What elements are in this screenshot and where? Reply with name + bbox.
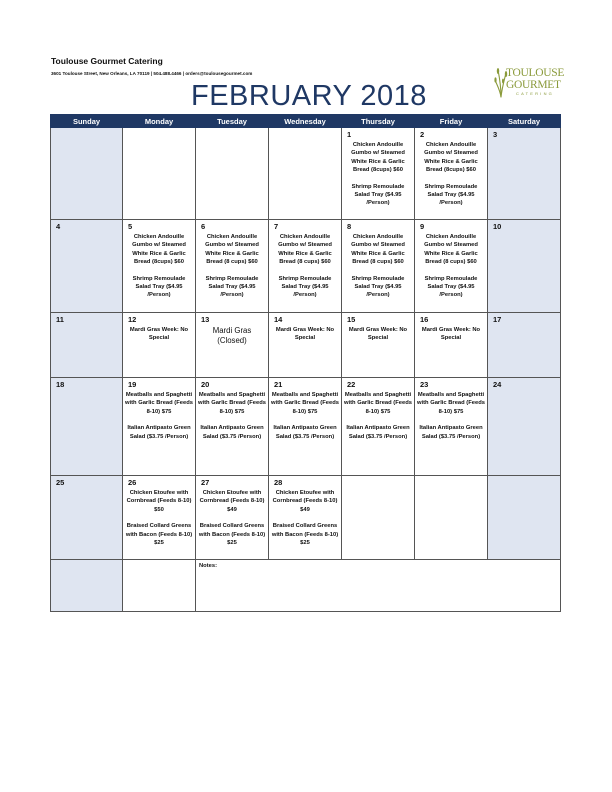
day-cell[interactable] bbox=[415, 220, 488, 313]
day-cell[interactable] bbox=[342, 128, 415, 220]
day-cell[interactable] bbox=[415, 313, 488, 378]
company-address: 3601 Toulouse Street, New Orleans, LA 70119 | 504.488.4466 | orders@toulousegourmet.com bbox=[51, 71, 253, 76]
notes-row bbox=[51, 560, 561, 612]
day-specials bbox=[417, 141, 485, 216]
day-cell[interactable] bbox=[51, 128, 123, 220]
day-cell[interactable] bbox=[415, 476, 488, 560]
day-number: 13 bbox=[201, 315, 210, 324]
special-item: Mardi Gras Week: No Special bbox=[348, 327, 408, 342]
day-cell[interactable] bbox=[196, 220, 269, 313]
day-number: 2 bbox=[420, 130, 425, 139]
day-number: 1 bbox=[347, 130, 352, 139]
day-number: 8 bbox=[347, 222, 352, 231]
notes-label: Notes: bbox=[199, 563, 218, 569]
weekday-header-row bbox=[51, 115, 561, 128]
day-number: 9 bbox=[420, 222, 425, 231]
day-number: 16 bbox=[420, 315, 429, 324]
week-row bbox=[51, 313, 561, 378]
special-item: Chicken Etoufee with Cornbread (Feeds 8-10) $49 bbox=[199, 490, 265, 513]
day-number: 28 bbox=[274, 478, 283, 487]
special-item: Mardi Gras Week: No Special bbox=[129, 327, 189, 342]
special-item: Chicken Andouille Gumbo w/ Steamed White Rice & Garlic Bread (8 cups) $60 bbox=[205, 234, 259, 266]
special-item: Shrimp Remoulade Salad Tray ($4.95 /Person) bbox=[424, 183, 478, 207]
week-row bbox=[51, 128, 561, 220]
day-cell[interactable] bbox=[342, 313, 415, 378]
weekday-header: Monday bbox=[123, 115, 196, 128]
day-specials bbox=[125, 391, 193, 449]
special-item: Meatballs and Spaghetti with Garlic Bread (Feeds 8-10) $75 bbox=[417, 392, 485, 415]
day-cell[interactable] bbox=[488, 128, 561, 220]
day-cell[interactable] bbox=[196, 313, 269, 378]
day-number: 23 bbox=[420, 380, 429, 389]
weekday-header: Sunday bbox=[51, 115, 123, 128]
day-number: 10 bbox=[493, 222, 502, 231]
logo-line1: TOULOUSE bbox=[506, 67, 565, 79]
day-specials bbox=[344, 326, 412, 351]
day-cell[interactable] bbox=[269, 220, 342, 313]
day-specials bbox=[198, 391, 266, 449]
day-number: 22 bbox=[347, 380, 356, 389]
day-cell[interactable] bbox=[51, 313, 123, 378]
day-cell[interactable] bbox=[415, 378, 488, 476]
day-cell[interactable] bbox=[342, 220, 415, 313]
day-specials bbox=[417, 233, 485, 308]
day-specials bbox=[125, 233, 193, 308]
special-item: Shrimp Remoulade Salad Tray ($4.95 /Person) bbox=[351, 275, 405, 299]
week-row bbox=[51, 220, 561, 313]
day-number: 18 bbox=[56, 380, 65, 389]
special-item: Chicken Andouille Gumbo w/ Steamed White Rice & Garlic Bread (8 cups) $60 bbox=[351, 234, 405, 266]
day-specials bbox=[198, 326, 266, 354]
special-item: Italian Antipasto Green Salad ($3.75 /Person) bbox=[200, 425, 264, 440]
special-item: Meatballs and Spaghetti with Garlic Bread (Feeds 8-10) $75 bbox=[344, 392, 412, 415]
day-specials bbox=[125, 326, 193, 351]
day-cell[interactable] bbox=[488, 313, 561, 378]
special-item: Mardi Gras (Closed) bbox=[212, 326, 252, 345]
day-number: 6 bbox=[201, 222, 206, 231]
day-number: 26 bbox=[128, 478, 137, 487]
special-item: Chicken Andouille Gumbo w/ Steamed White Rice & Garlic Bread (8cups) $60 bbox=[132, 234, 186, 266]
special-item: Shrimp Remoulade Salad Tray ($4.95 /Person) bbox=[205, 275, 259, 299]
day-specials bbox=[271, 391, 339, 449]
day-cell[interactable] bbox=[415, 128, 488, 220]
day-cell[interactable] bbox=[123, 220, 196, 313]
day-number: 3 bbox=[493, 130, 498, 139]
day-specials bbox=[271, 489, 339, 555]
special-item: Italian Antipasto Green Salad ($3.75 /Person) bbox=[273, 425, 337, 440]
day-cell[interactable] bbox=[269, 476, 342, 560]
day-specials bbox=[125, 489, 193, 555]
day-number: 15 bbox=[347, 315, 356, 324]
day-cell[interactable] bbox=[51, 476, 123, 560]
logo-line2: GOURMET bbox=[506, 79, 561, 91]
special-item: Meatballs and Spaghetti with Garlic Bread (Feeds 8-10) $75 bbox=[271, 392, 339, 415]
weekday-header: Tuesday bbox=[196, 115, 269, 128]
special-item: Chicken Andouille Gumbo w/ Steamed White Rice & Garlic Bread (8 cups) $60 bbox=[278, 234, 332, 266]
day-specials bbox=[417, 326, 485, 351]
company-name: Toulouse Gourmet Catering bbox=[51, 56, 163, 66]
day-specials bbox=[417, 391, 485, 449]
special-item: Shrimp Remoulade Salad Tray ($4.95 /Person) bbox=[132, 275, 186, 299]
day-number: 4 bbox=[56, 222, 61, 231]
day-cell[interactable] bbox=[123, 476, 196, 560]
day-specials bbox=[344, 391, 412, 449]
day-cell[interactable] bbox=[51, 378, 123, 476]
logo-line3: CATERING bbox=[516, 91, 554, 96]
day-cell[interactable] bbox=[123, 128, 196, 220]
day-number: 25 bbox=[56, 478, 65, 487]
special-item: Braised Collard Greens with Bacon (Feeds 8-10) $25 bbox=[271, 523, 339, 547]
special-item: Shrimp Remoulade Salad Tray ($4.95 /Person) bbox=[278, 275, 332, 299]
special-item: Shrimp Remoulade Salad Tray ($4.95 /Person) bbox=[424, 275, 478, 299]
special-item: Braised Collard Greens with Bacon (Feeds 8-10) $25 bbox=[125, 523, 193, 547]
special-item: Meatballs and Spaghetti with Garlic Bread (Feeds 8-10) $75 bbox=[198, 392, 266, 415]
weekday-header: Thursday bbox=[342, 115, 415, 128]
day-number: 24 bbox=[493, 380, 502, 389]
calendar-table bbox=[50, 114, 561, 612]
day-cell[interactable] bbox=[123, 313, 196, 378]
day-cell[interactable] bbox=[196, 476, 269, 560]
weekday-header: Wednesday bbox=[269, 115, 342, 128]
special-item: Mardi Gras Week: No Special bbox=[275, 327, 335, 342]
week-row bbox=[51, 476, 561, 560]
weekday-header: Friday bbox=[415, 115, 488, 128]
special-item: Italian Antipasto Green Salad ($3.75 /Person) bbox=[419, 425, 483, 440]
weekday-header: Saturday bbox=[488, 115, 561, 128]
day-cell[interactable] bbox=[51, 220, 123, 313]
day-specials bbox=[198, 233, 266, 308]
day-cell[interactable] bbox=[196, 128, 269, 220]
special-item: Italian Antipasto Green Salad ($3.75 /Person) bbox=[127, 425, 191, 440]
day-number: 11 bbox=[56, 315, 64, 324]
day-cell[interactable] bbox=[488, 220, 561, 313]
day-number: 14 bbox=[274, 315, 283, 324]
notes-spacer bbox=[123, 560, 196, 612]
special-item: Chicken Etoufee with Cornbread (Feeds 8-10) $49 bbox=[272, 490, 338, 513]
special-item: Shrimp Remoulade Salad Tray ($4.95 /Person) bbox=[351, 183, 405, 207]
special-item: Chicken Andouille Gumbo w/ Steamed White Rice & Garlic Bread (8cups) $60 bbox=[424, 142, 478, 174]
day-number: 5 bbox=[128, 222, 133, 231]
day-number: 21 bbox=[274, 380, 283, 389]
day-number: 19 bbox=[128, 380, 137, 389]
day-cell[interactable] bbox=[488, 378, 561, 476]
week-row bbox=[51, 378, 561, 476]
month-title: FEBRUARY 2018 bbox=[191, 80, 427, 112]
company-logo bbox=[494, 66, 564, 102]
notes-area[interactable] bbox=[196, 560, 561, 612]
day-specials bbox=[344, 141, 412, 216]
day-specials bbox=[271, 233, 339, 308]
special-item: Mardi Gras Week: No Special bbox=[421, 327, 481, 342]
day-cell[interactable] bbox=[269, 378, 342, 476]
special-item: Chicken Andouille Gumbo w/ Steamed White Rice & Garlic Bread (8 cups) $60 bbox=[424, 234, 478, 266]
day-specials bbox=[344, 233, 412, 308]
day-number: 20 bbox=[201, 380, 210, 389]
day-cell[interactable] bbox=[269, 313, 342, 378]
special-item: Meatballs and Spaghetti with Garlic Bread (Feeds 8-10) $75 bbox=[125, 392, 193, 415]
day-specials bbox=[198, 489, 266, 555]
notes-spacer bbox=[51, 560, 123, 612]
day-cell[interactable] bbox=[342, 476, 415, 560]
special-item: Braised Collard Greens with Bacon (Feeds 8-10) $25 bbox=[198, 523, 266, 547]
day-cell[interactable] bbox=[342, 378, 415, 476]
day-cell[interactable] bbox=[123, 378, 196, 476]
day-specials bbox=[271, 326, 339, 351]
day-cell[interactable] bbox=[488, 476, 561, 560]
day-cell[interactable] bbox=[269, 128, 342, 220]
day-cell[interactable] bbox=[196, 378, 269, 476]
special-item: Chicken Etoufee with Cornbread (Feeds 8-10) $50 bbox=[126, 490, 192, 513]
special-item: Chicken Andouille Gumbo w/ Steamed White Rice & Garlic Bread (8cups) $60 bbox=[351, 142, 405, 174]
day-number: 12 bbox=[128, 315, 137, 324]
day-number: 27 bbox=[201, 478, 210, 487]
special-item: Italian Antipasto Green Salad ($3.75 /Person) bbox=[346, 425, 410, 440]
day-number: 7 bbox=[274, 222, 279, 231]
day-number: 17 bbox=[493, 315, 502, 324]
